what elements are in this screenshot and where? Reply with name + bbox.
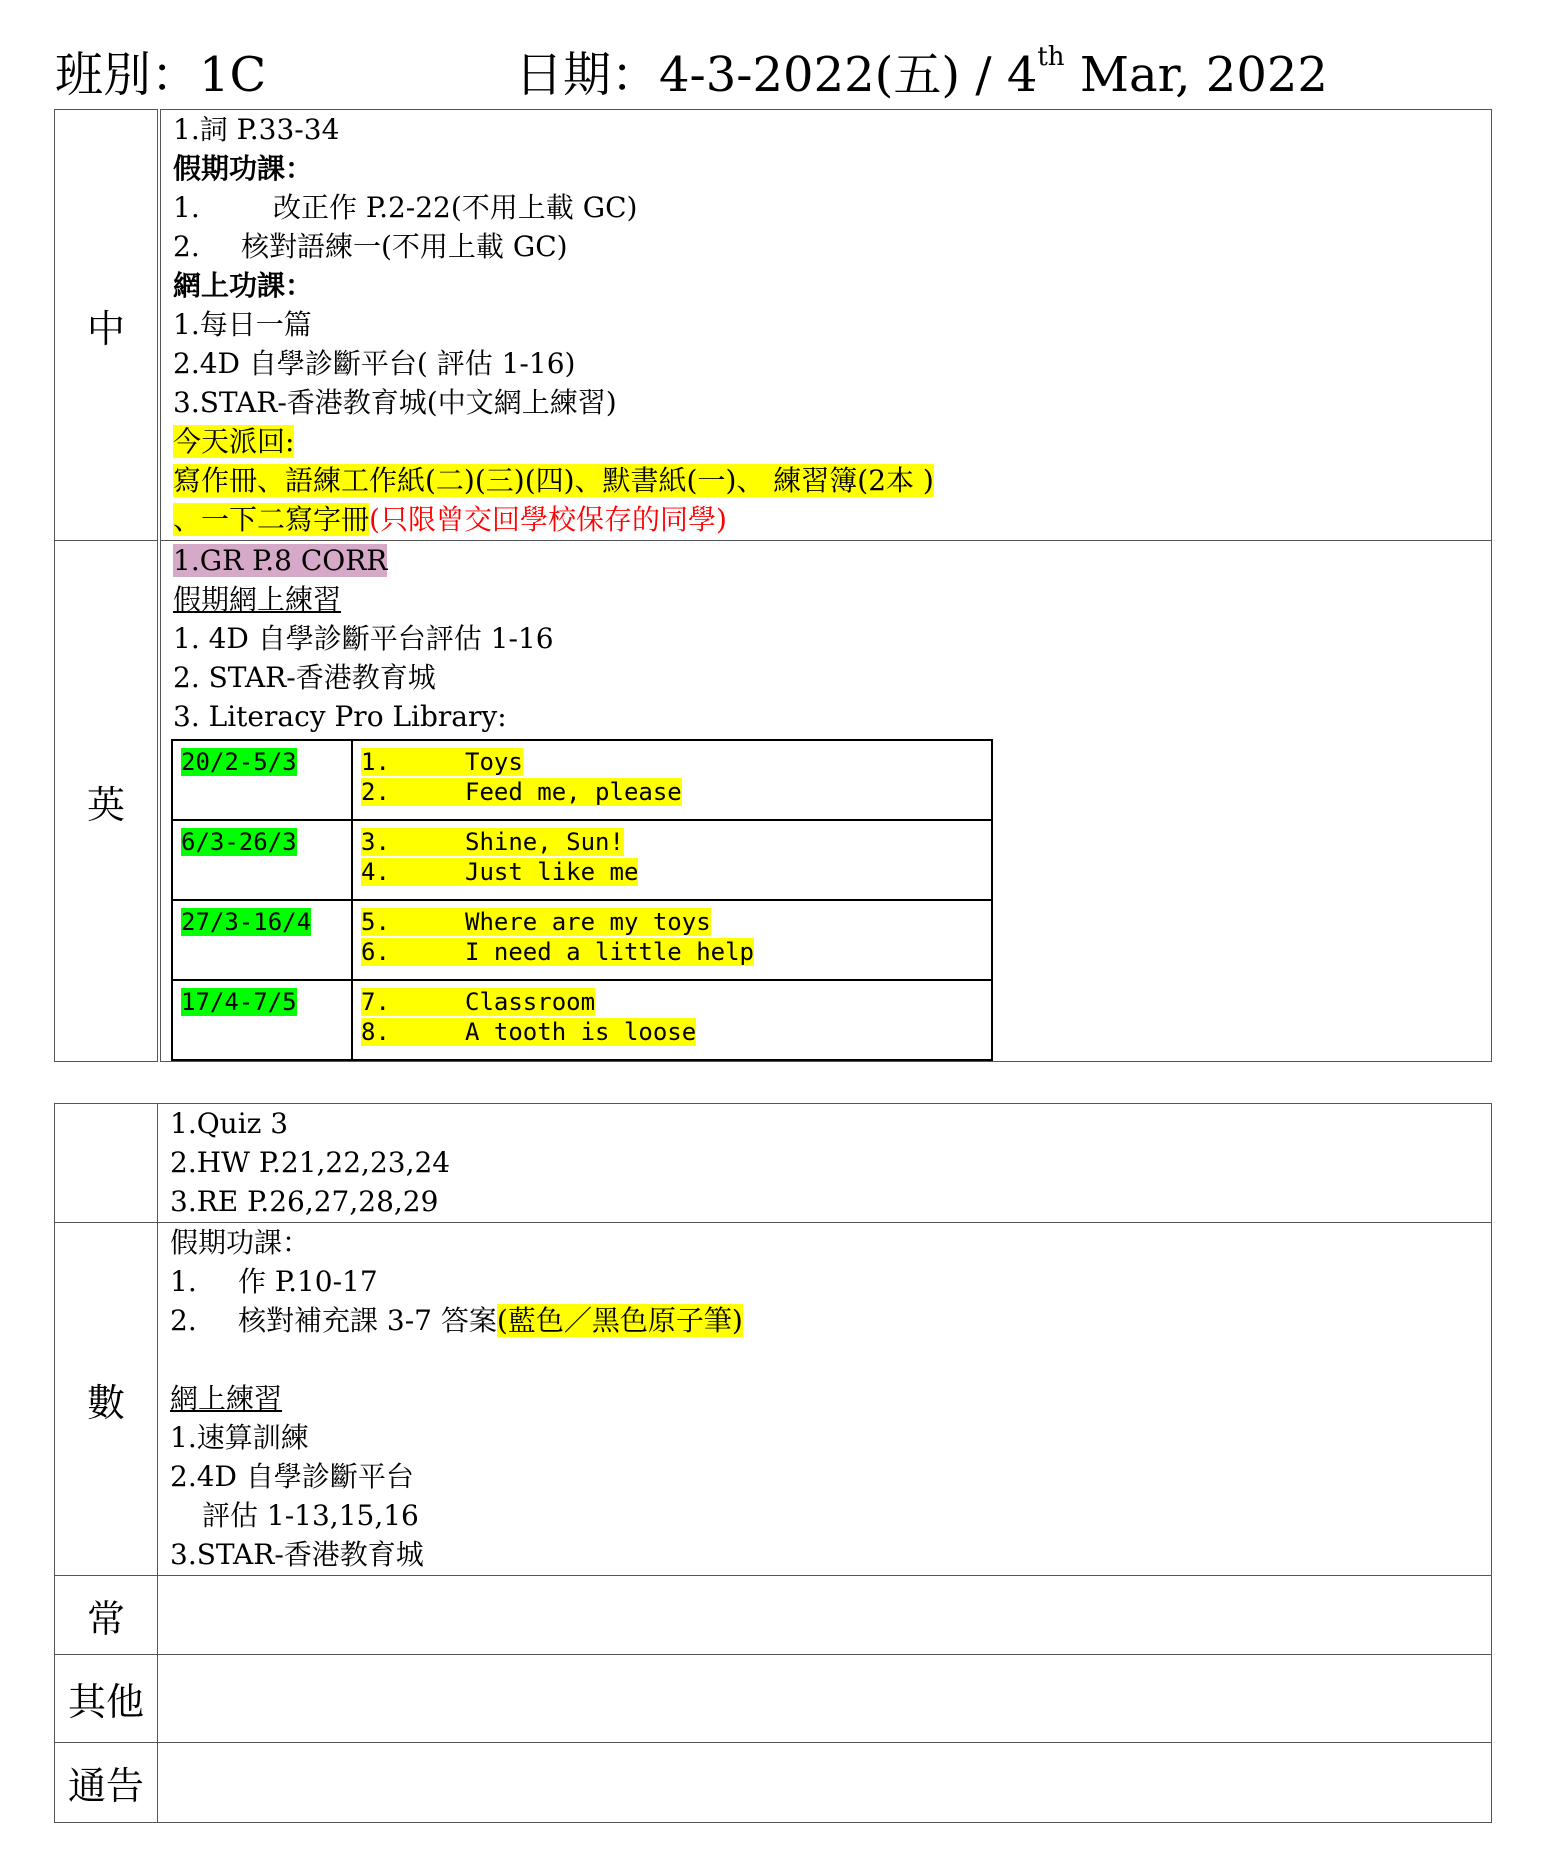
subject-others: 其他 — [55, 1655, 158, 1743]
chinese-holiday-heading: 假期功課： — [173, 152, 314, 185]
chinese-return-line-2: 、一下二寫字冊(只限曾交回學校保存的同學) — [173, 503, 727, 536]
literacy-pro-table — [171, 739, 993, 1061]
chinese-online-heading: 網上功課： — [173, 269, 314, 302]
library-books: 1. Toys 2. Feed me, please — [352, 740, 992, 820]
english-homework — [159, 541, 1492, 1062]
table-row — [172, 820, 992, 900]
math-online-heading: 網上練習 — [170, 1382, 283, 1415]
list-item: 2.4D 自學診斷平台 — [170, 1460, 414, 1493]
library-books: 5. Where are my toys 6. I need a little help — [352, 900, 992, 980]
subject-math: 數 — [55, 1223, 158, 1576]
library-date: 17/4-7/5 — [172, 980, 352, 1060]
homework-table-bottom — [54, 1103, 1492, 1823]
chinese-line-1: 1.詞 P.33-34 — [173, 113, 340, 146]
list-item: 1.Quiz 3 — [170, 1107, 289, 1140]
library-books: 7. Classroom 8. A tooth is loose — [352, 980, 992, 1060]
subject-math-top — [55, 1104, 158, 1223]
spacer — [170, 1340, 1491, 1379]
list-item: 3.STAR-香港教育城 — [170, 1538, 424, 1571]
list-item: 1.每日一篇 — [173, 308, 312, 341]
chinese-return-line-1: 寫作冊、語練工作紙(二)(三)(四)、默書紙(一)、 練習簿(2本 ) — [173, 464, 934, 497]
list-item: 2.4D 自學診斷平台( 評估 1-16) — [173, 347, 576, 380]
math-holiday-heading: 假期功課： — [170, 1226, 311, 1259]
subject-general-studies: 常 — [55, 1576, 158, 1655]
table-row — [172, 980, 992, 1060]
page-header — [55, 40, 1495, 110]
list-item: 1. 作 P.10-17 — [170, 1265, 378, 1298]
homework-table-top — [54, 109, 1492, 1062]
date-label: 日期：4-3-2022(五) / 4th Mar, 2022 — [515, 42, 1328, 103]
notice-content — [158, 1743, 1492, 1823]
table-row — [172, 740, 992, 820]
general-studies-homework — [158, 1576, 1492, 1655]
subject-english: 英 — [55, 541, 160, 1062]
list-item: 評估 1-13,15,16 — [202, 1499, 419, 1532]
chinese-homework — [159, 110, 1492, 541]
list-item: 2. 核對語練一(不用上載 GC) — [173, 230, 568, 263]
list-item: 2. STAR-香港教育城 — [173, 661, 436, 694]
math-homework — [158, 1223, 1492, 1576]
class-label: 班別：1C — [55, 47, 267, 103]
subject-notice: 通告 — [55, 1743, 158, 1823]
others-homework — [158, 1655, 1492, 1743]
list-item: 1. 4D 自學診斷平台評估 1-16 — [173, 622, 554, 655]
list-item: 2. 核對補充課 3-7 答案(藍色／黑色原子筆) — [170, 1304, 743, 1337]
subject-chinese: 中 — [55, 110, 160, 541]
list-item: 3. Literacy Pro Library: — [173, 700, 507, 733]
library-books: 3. Shine, Sun! 4. Just like me — [352, 820, 992, 900]
list-item: 3.STAR-香港教育城(中文網上練習) — [173, 386, 617, 419]
list-item: 1. 改正作 P.2-22(不用上載 GC) — [173, 191, 638, 224]
list-item: 2.HW P.21,22,23,24 — [170, 1146, 451, 1179]
table-row — [172, 900, 992, 980]
math-homework-top — [158, 1104, 1492, 1223]
library-date: 6/3-26/3 — [172, 820, 352, 900]
list-item: 3.RE P.26,27,28,29 — [170, 1185, 439, 1218]
list-item: 1.速算訓練 — [170, 1421, 309, 1454]
english-heading: 假期網上練習 — [173, 583, 342, 616]
library-date: 27/3-16/4 — [172, 900, 352, 980]
library-date: 20/2-5/3 — [172, 740, 352, 820]
english-line-1: 1.GR P.8 CORR — [173, 544, 388, 577]
chinese-return-heading: 今天派回: — [173, 425, 295, 458]
